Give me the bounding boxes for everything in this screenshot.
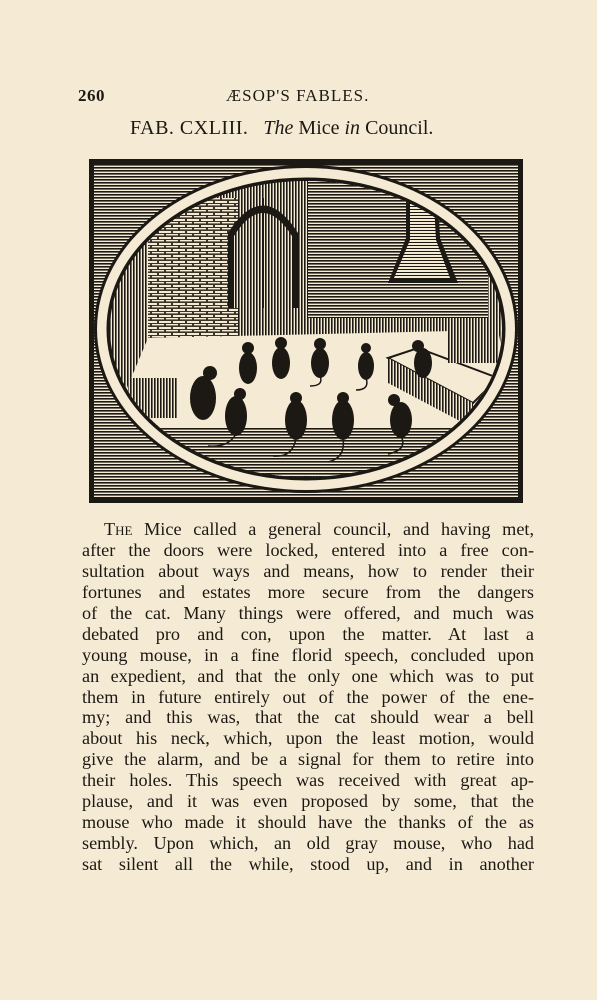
fable-title-mice: Mice (298, 117, 340, 139)
text-line: The Mice called a general council, and having met, (104, 519, 534, 539)
text-line: of the cat. Many things were offered, and much was (82, 602, 534, 623)
text-line: plause, and it was even proposed by some, that the (82, 791, 534, 812)
fable-title (130, 117, 530, 140)
text-line: give the alarm, and be a signal for them to retire into (82, 749, 534, 770)
text-line: after the doors were locked, entered into a free con- (82, 539, 534, 560)
running-title: ÆSOP'S FABLES. (226, 86, 370, 105)
text-line: fortunes and estates more secure from the dangers (82, 581, 534, 602)
fable-text (82, 519, 534, 875)
fable-title-council: Council. (365, 117, 434, 139)
running-head (78, 86, 518, 108)
fable-title-the: The (263, 117, 294, 139)
lead-word: The (104, 519, 133, 539)
text-line: mouse who made it should have the thanks of the as (82, 812, 534, 833)
page-number: 260 (78, 86, 105, 105)
text-line: sat silent all the while, stood up, and in another (82, 854, 534, 874)
text-line: their holes. This speech was received with great ap- (82, 770, 534, 791)
text-line: young mouse, in a fine florid speech, concluded upon (82, 644, 534, 665)
text-line: my; and this was, that the cat should wear a bell (82, 707, 534, 728)
text-line: them in future entirely out of the power of the ene- (82, 686, 534, 707)
text-line: sultation about ways and means, how to render their (82, 560, 534, 581)
text-line: debated pro and con, upon the matter. At last a (82, 623, 534, 644)
text-line: about his neck, which, upon the least motion, would (82, 728, 534, 749)
text-line: an expedient, and that the only one which was to put (82, 665, 534, 686)
fable-number: FAB. CXLIII. (130, 117, 249, 139)
fable-title-in: in (344, 117, 361, 139)
woodcut-illustration (88, 158, 524, 504)
text-line: sembly. Upon which, an old gray mouse, who had (82, 833, 534, 854)
